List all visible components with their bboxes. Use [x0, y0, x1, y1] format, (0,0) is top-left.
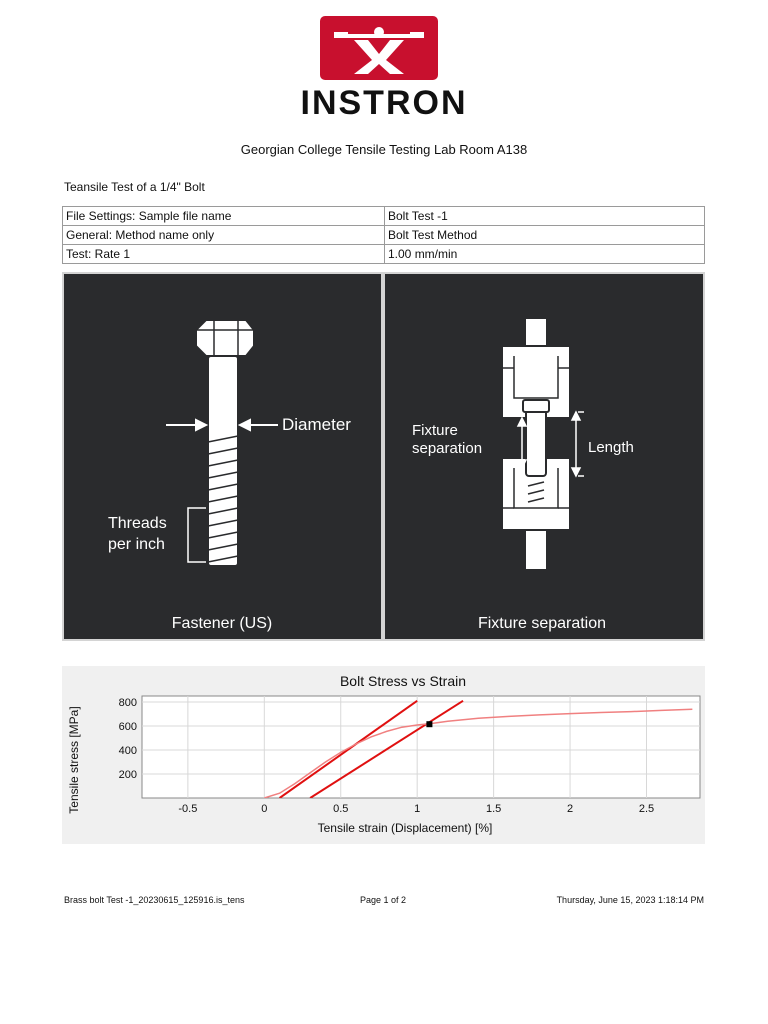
x-tick-label: 0: [261, 803, 268, 815]
chart-xlabel: Tensile strain (Displacement) [%]: [317, 821, 493, 835]
lab-title: Georgian College Tensile Testing Lab Room A138: [240, 142, 528, 157]
fixture-label-line2: separation: [412, 440, 483, 457]
instron-logo-mark: [320, 16, 438, 80]
y-tick-label: 600: [118, 721, 137, 733]
x-tick-label: 2: [566, 803, 574, 815]
setting-label: General: Method name only: [63, 226, 385, 245]
length-label: Length: [588, 439, 634, 456]
y-tick-label: 800: [118, 697, 137, 709]
setting-label: File Settings: Sample file name: [63, 207, 385, 226]
instron-logo: [0, 12, 768, 122]
bolt-diagram-figure: [62, 272, 705, 641]
instron-wordmark: INSTRON: [300, 84, 468, 122]
threads-label-line2: per inch: [108, 536, 165, 553]
test-title: Teansile Test of a 1/4" Bolt: [64, 180, 205, 194]
setting-value: Bolt Test -1: [385, 207, 705, 226]
bolt-diagram: [62, 272, 705, 641]
fixture-label-line1: Fixture: [412, 422, 458, 439]
yield-point-marker: [426, 721, 432, 727]
footer-page-number: Page 1 of 2: [360, 895, 407, 905]
chart-title: Bolt Stress vs Strain: [339, 673, 467, 689]
stress-strain-chart-svg: [62, 666, 705, 844]
table-row: [63, 207, 705, 226]
fastener-caption: Fastener (US): [171, 615, 273, 632]
footer-filename: Brass bolt Test -1_20230615_125916.is_tens: [64, 895, 245, 905]
x-tick-label: 0.5: [333, 803, 349, 815]
y-tick-label: 200: [118, 769, 137, 781]
table-row: [63, 226, 705, 245]
table-row: [63, 245, 705, 264]
x-tick-label: 1.5: [485, 803, 502, 815]
threads-label-line1: Threads: [108, 515, 167, 532]
setting-label: Test: Rate 1: [63, 245, 385, 264]
x-tick-label: 2.5: [638, 803, 655, 815]
settings-table: [62, 206, 705, 264]
x-tick-label: -0.5: [178, 803, 198, 815]
plot-area: [142, 696, 700, 798]
y-tick-label: 400: [118, 745, 137, 757]
page-footer: [64, 895, 704, 909]
fixture-caption: Fixture separation: [477, 615, 607, 632]
x-tick-label: 1: [414, 803, 421, 815]
stress-strain-chart: [62, 666, 705, 844]
setting-value: Bolt Test Method: [385, 226, 705, 245]
footer-date: Thursday, June 15, 2023 1:18:14 PM: [556, 895, 704, 905]
chart-ylabel: Tensile stress [MPa]: [67, 706, 81, 814]
diameter-label: Diameter: [282, 415, 351, 434]
setting-value: 1.00 mm/min: [385, 245, 705, 264]
